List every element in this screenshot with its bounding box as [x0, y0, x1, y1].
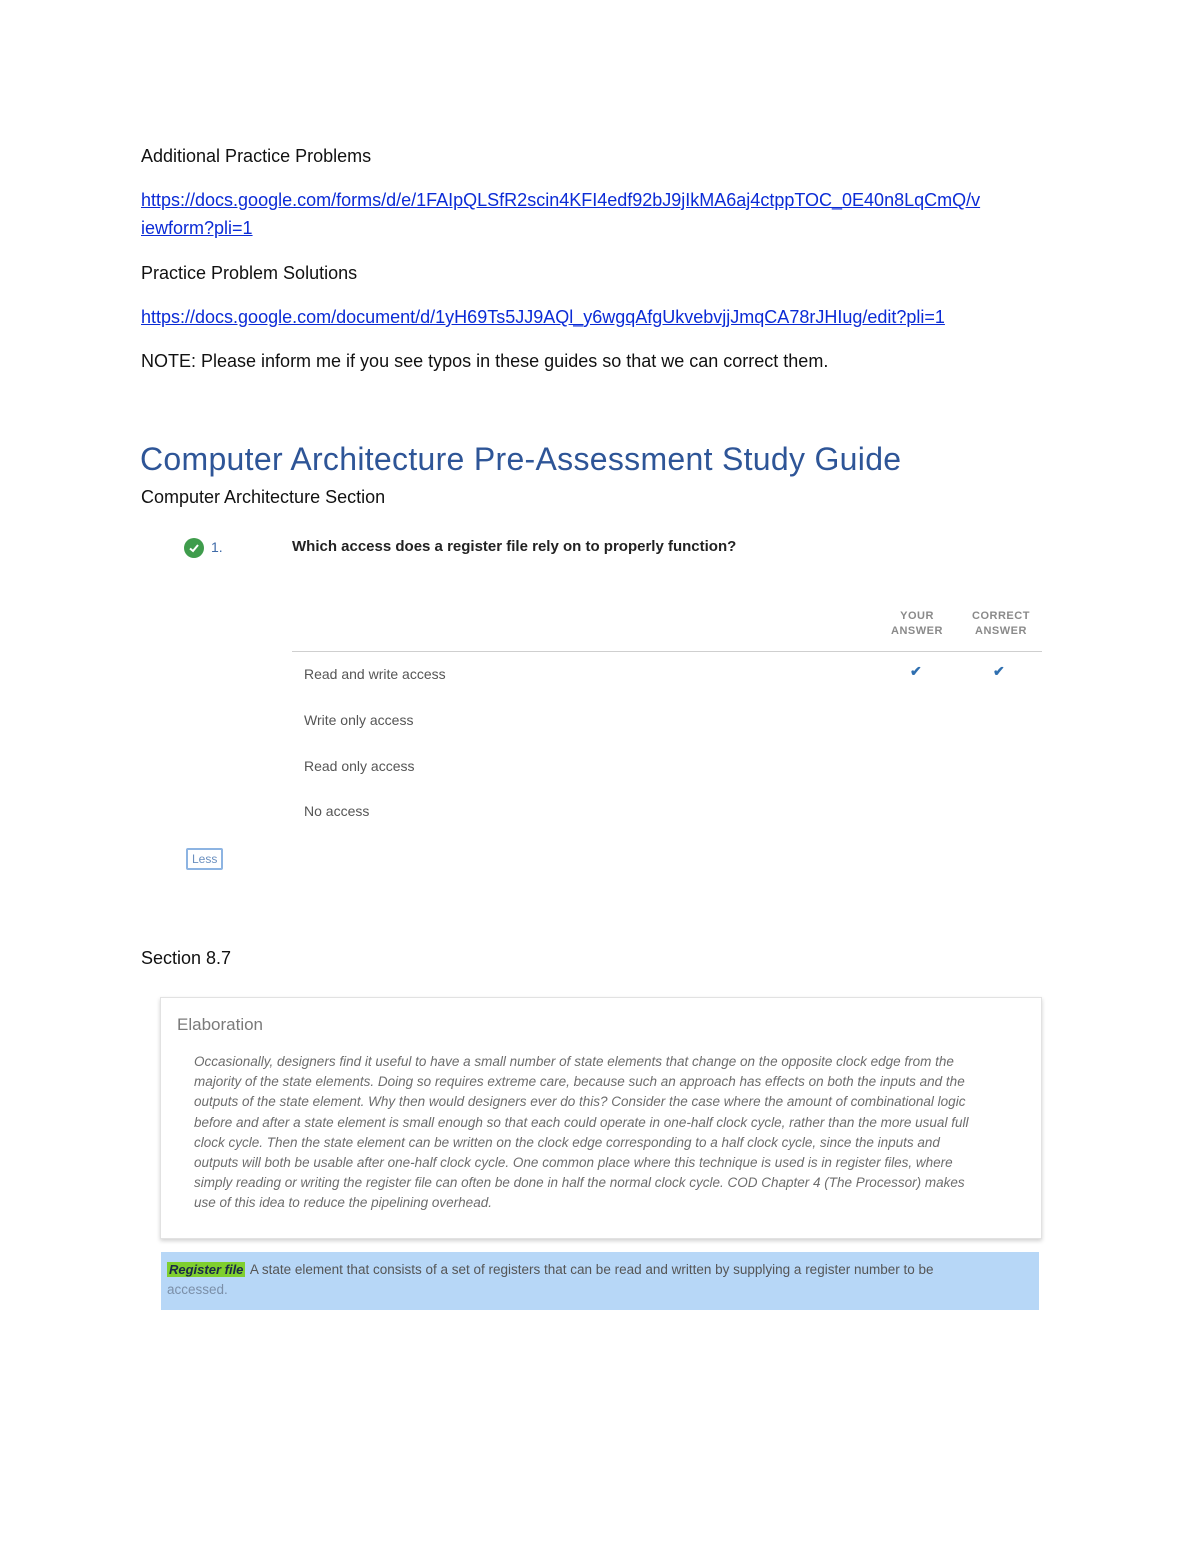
elaboration-line: use of this idea to reduce the pipelining overhead. [194, 1195, 492, 1211]
correct-check-icon [184, 538, 204, 558]
your-answer-check-icon: ✔ [910, 663, 922, 679]
definition-content [167, 1260, 1027, 1300]
answer-label: Read only access [304, 758, 415, 774]
table-divider [292, 651, 1042, 652]
elaboration-body [194, 1052, 1029, 1214]
answer-label: Read and write access [304, 666, 446, 682]
section-heading: Computer Architecture Section [141, 487, 386, 507]
elaboration-line: majority of the state elements. Doing so requires extreme care, because such an approach has effects on both the inputs and the [194, 1074, 965, 1090]
definition-term: Register file [169, 1262, 244, 1277]
definition-text-line2: accessed. [167, 1282, 228, 1297]
question-text: Which access does a register file rely on to properly function? [292, 538, 737, 555]
solutions-link[interactable]: https://docs.google.com/document/d/1yH69Ts5JJ9AQl_y6wgqAfgUkvebvjjJmqCA78rJHIug/edit?pli=1 [141, 307, 945, 327]
elaboration-line: before and after a state element is small enough so that each could operate in one-half clock cycle, rather than the more usual full [194, 1114, 969, 1130]
answer-label: No access [304, 803, 370, 819]
answer-list [292, 658, 1042, 840]
elaboration-line: simply reading or writing the register file can often be done in half the normal clock cycle. COD Chapter 4 (The Processor) makes [194, 1175, 965, 1191]
practice-heading: Additional Practice Problems [141, 146, 372, 166]
answer-row [292, 795, 1042, 840]
note-text: NOTE: Please inform me if you see typos in these guides so that we can correct them. [141, 351, 829, 371]
answer-label: Write only access [304, 712, 414, 728]
correct-answer-header: CORRECT ANSWER [972, 610, 1030, 637]
correct-answer-check-icon: ✔ [993, 663, 1005, 679]
definition-box [161, 1252, 1039, 1310]
less-button[interactable]: Less [186, 848, 223, 870]
elaboration-line: outputs of the state element. Why then would designers ever do this? Consider the case where the amount of combinational logic [194, 1094, 966, 1110]
guide-title: Computer Architecture Pre-Assessment Study Guide [140, 441, 902, 477]
answer-row [292, 750, 1042, 795]
elaboration-line: clock cycle. Then the state element can be written on the clock edge corresponding to a half clock cycle, since the inputs and [194, 1134, 940, 1150]
elaboration-title: Elaboration [177, 1015, 264, 1034]
section-reference: Section 8.7 [141, 948, 232, 968]
elaboration-card [160, 997, 1042, 1239]
your-answer-header: YOUR ANSWER [891, 610, 943, 637]
elaboration-line: outputs will both be usable after one-half clock cycle. One common place where this technique is used is in register files, where [194, 1155, 953, 1171]
elaboration-line: Occasionally, designers find it useful to have a small number of state elements that change on the opposite clock edge from the [194, 1054, 954, 1069]
question-number: 1. [211, 539, 223, 555]
definition-text-line1: A state element that consists of a set of registers that can be read and written by supplying a register number to be [249, 1262, 934, 1277]
answer-row [292, 658, 1042, 704]
solutions-heading: Practice Problem Solutions [141, 263, 358, 283]
answer-row [292, 704, 1042, 750]
practice-link-line1[interactable]: https://docs.google.com/forms/d/e/1FAIpQLSfR2scin4KFI4edf92bJ9jIkMA6aj4ctppTOC_0E40n8LqCmQ/v [141, 190, 981, 210]
practice-link-line2[interactable]: iewform?pli=1 [141, 218, 253, 238]
